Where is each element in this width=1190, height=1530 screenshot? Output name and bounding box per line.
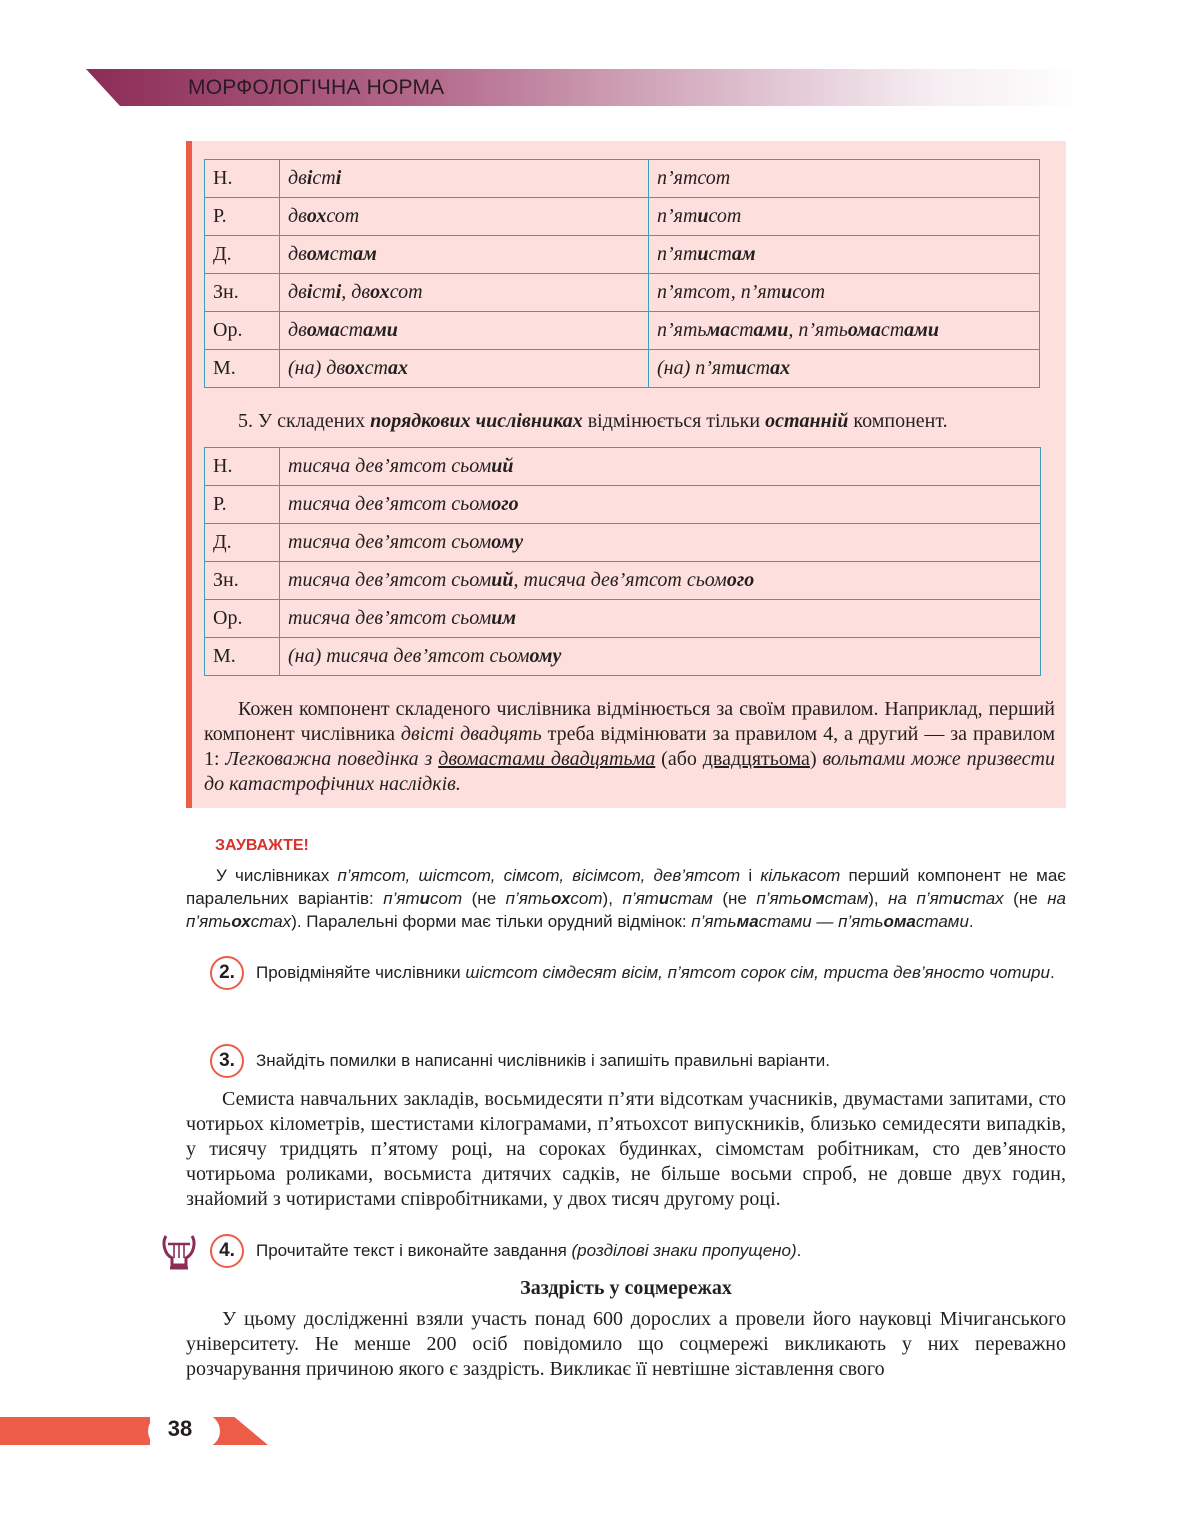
form-cell: (на) двохстах xyxy=(280,350,649,388)
table-row xyxy=(205,448,1041,486)
case-cell: Ор. xyxy=(205,312,280,350)
case-cell: Д. xyxy=(205,524,280,562)
lyre-icon xyxy=(160,1232,198,1272)
form-cell: тисяча дев’ятсот сьомий xyxy=(280,448,1041,486)
note-label: ЗАУВАЖТЕ! xyxy=(215,837,309,854)
table-row xyxy=(205,638,1041,676)
task-number-4: 4. xyxy=(210,1234,244,1268)
page-number: 38 xyxy=(167,1416,193,1441)
case-cell: Н. xyxy=(205,448,280,486)
case-cell: Зн. xyxy=(205,274,280,312)
task-number-2: 2. xyxy=(210,956,244,990)
task-2-text: Провідміняйте числівники шістсот сімдесят вісім, п’ятсот сорок сім, триста дев’яносто чотири. xyxy=(256,963,1055,982)
form-cell: п’ятисот xyxy=(649,198,1040,236)
declension-table-cardinals xyxy=(204,159,1040,388)
table-row xyxy=(205,274,1040,312)
rule-5: 5. У складених порядкових числівниках відмінюється тільки останній компонент. xyxy=(238,410,948,432)
case-cell: М. xyxy=(205,638,280,676)
note-text: У числівниках п’ятсот, шістсот, сімсот, вісімсот, дев’ятсот і кількасот перший компонент не має паралельних варіантів: п’ятисот (не п’ятьохсот), п’ятистам (не п’ятьомстам), на п’ятистах (не на п’ятьохстах). Паралельні форми має тільки орудний відмінок: п’ятьмастами — п’ятьомастами. xyxy=(186,866,1067,931)
case-cell: Р. xyxy=(205,198,280,236)
declension-table-ordinal xyxy=(204,447,1041,676)
footer-band xyxy=(0,1417,150,1445)
table-row xyxy=(205,524,1041,562)
table-row xyxy=(205,350,1040,388)
case-cell: Р. xyxy=(205,486,280,524)
form-cell: тисяча дев’ятсот сьомий, тисяча дев’ятсот сьомого xyxy=(280,562,1041,600)
form-cell: п’ятсот, п’ятисот xyxy=(649,274,1040,312)
footer-arrow xyxy=(212,1417,268,1445)
rule-box-accent-bar xyxy=(186,141,192,808)
rule-note: Кожен компонент складеного числівника відмінюється за своїм правилом. Наприклад, перший компонент числівника двісті двадцять треба відмінювати за правилом 4, а другий — за правилом 1: Легковажна поведінка з двомастами двадцятьма (або двадцятьома) вольтами може призвести до катастрофічних наслідків. xyxy=(204,698,1055,795)
task-4-text: Прочитайте текст і виконайте завдання (розділові знаки пропущено). xyxy=(256,1241,802,1260)
form-cell: п’ятсот xyxy=(649,160,1040,198)
table-row xyxy=(205,486,1041,524)
table-row xyxy=(205,312,1040,350)
case-cell: Зн. xyxy=(205,562,280,600)
form-cell: двомстам xyxy=(280,236,649,274)
table-row xyxy=(205,600,1041,638)
form-cell: п’ятистам xyxy=(649,236,1040,274)
table-row xyxy=(205,160,1040,198)
form-cell: тисяча дев’ятсот сьомому xyxy=(280,524,1041,562)
case-cell: Ор. xyxy=(205,600,280,638)
table-row xyxy=(205,236,1040,274)
task-4-reading-text: У цьому дослідженні взяли участь понад 600 дорослих а провели його науковці Мічиганського університету. Не менше 200 осіб повідомило що соцмережі викликають у них переважно розчарування причиною якого є заздрість. Викликає її невтішне зіставлення свого xyxy=(186,1308,1066,1380)
table-row xyxy=(205,562,1041,600)
case-cell: Н. xyxy=(205,160,280,198)
section-title: МОРФОЛОГІЧНА НОРМА xyxy=(188,76,445,99)
form-cell: п’ятьмастами, п’ятьомастами xyxy=(649,312,1040,350)
task-3-exercise: Семиста навчальних закладів, восьмидесяти п’яти відсоткам учасників, двумастами запитами, сто чотирьох кілометрів, шестистами кілограмами, п’ятьохсот випускників, близько семидесяти випадків, у тисячу тридцять п’ятому році, на сороках будинках, сімомстам робітникам, сто дев’яносто чотирьома роликами, восьмиста дитячих садків, не більше восьми спроб, не довше двух годин, знайомий з чотиристами співробітниками, у двох тисяч другому році. xyxy=(186,1088,1066,1210)
form-cell: (на) п’ятистах xyxy=(649,350,1040,388)
form-cell: тисяча дев’ятсот сьомим xyxy=(280,600,1041,638)
table-row xyxy=(205,198,1040,236)
form-cell: двісті xyxy=(280,160,649,198)
case-cell: М. xyxy=(205,350,280,388)
form-cell: (на) тисяча дев’ятсот сьомому xyxy=(280,638,1041,676)
task-number-3: 3. xyxy=(210,1044,244,1078)
form-cell: двохсот xyxy=(280,198,649,236)
case-cell: Д. xyxy=(205,236,280,274)
text-title: Заздрість у соцмережах xyxy=(520,1277,732,1299)
form-cell: тисяча дев’ятсот сьомого xyxy=(280,486,1041,524)
task-3-text: Знайдіть помилки в написанні числівників і запишіть правильні варіанти. xyxy=(256,1051,830,1070)
form-cell: двомастами xyxy=(280,312,649,350)
form-cell: двісті, двохсот xyxy=(280,274,649,312)
